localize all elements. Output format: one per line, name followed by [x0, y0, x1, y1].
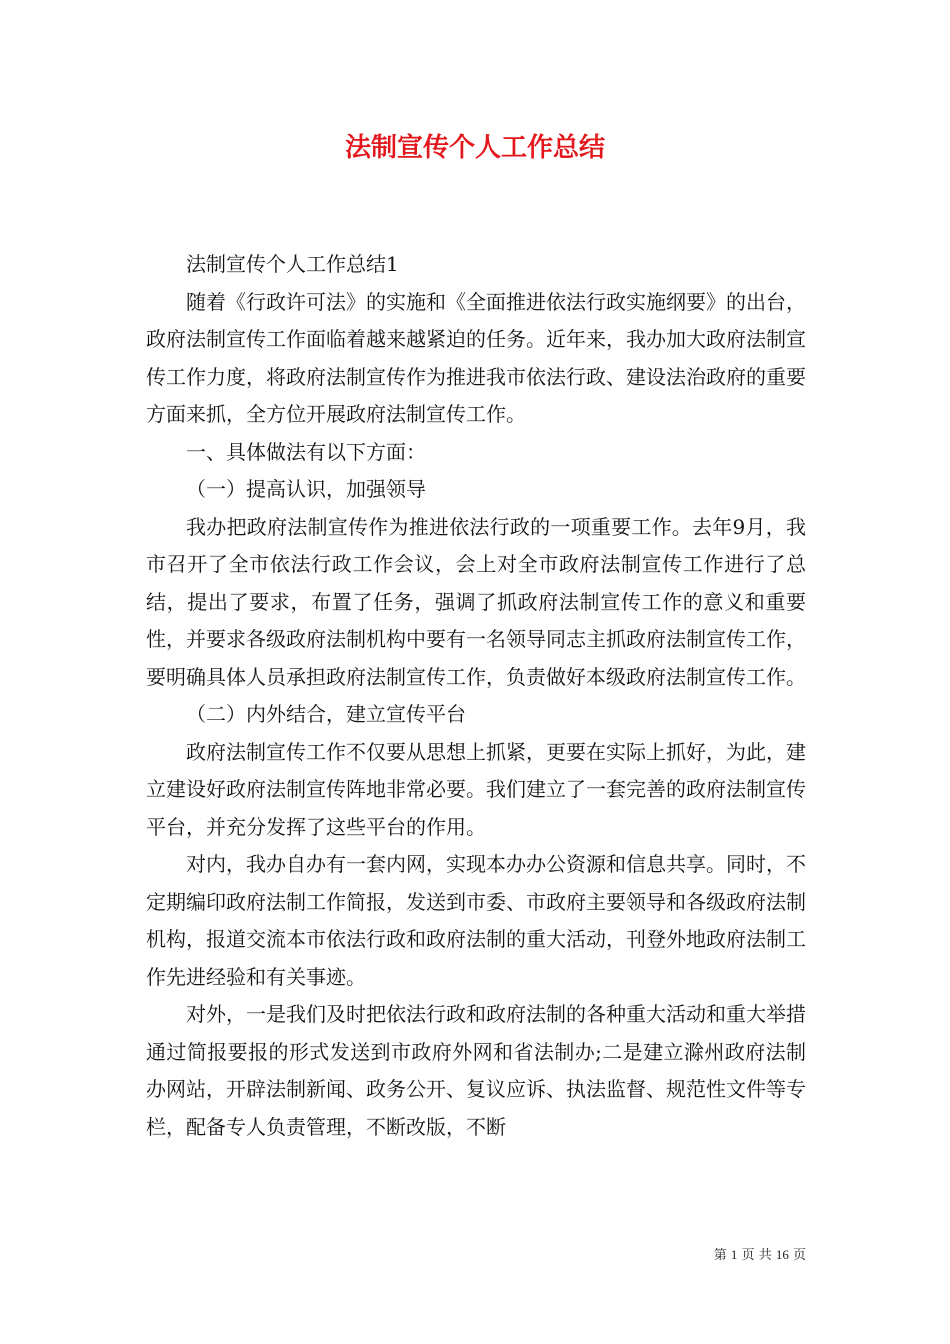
page-footer-middle: 页 共: [741, 1248, 772, 1263]
page-footer-prefix: 第: [713, 1248, 727, 1263]
document-body: [146, 246, 806, 1146]
body-paragraph: 我办把政府法制宣传作为推进依法行政的一项重要工作。去年9月，我市召开了全市依法行政工作会议，会上对全市政府法制宣传工作进行了总结，提出了要求，布置了任务，强调了抓政府法制宣传工作的意义和重要性，并要求各级政府法制机构中要有一名领导同志主抓政府法制宣传工作，要明确具体人员承担政府法制宣传工作，负责做好本级政府法制宣传工作。: [146, 514, 806, 689]
page-footer-suffix: 页: [792, 1248, 806, 1263]
body-paragraph: 政府法制宣传工作不仅要从思想上抓紧，更要在实际上抓好，为此，建立建设好政府法制宣传阵地非常必要。我们建立了一套完善的政府法制宣传平台，并充分发挥了这些平台的作用。: [146, 739, 806, 839]
subsection-heading: （一）提高认识，加强领导: [186, 477, 426, 501]
section-heading: 法制宣传个人工作总结1: [186, 252, 399, 276]
body-paragraph: 对外，一是我们及时把依法行政和政府法制的各种重大活动和重大举措通过简报要报的形式发送到市政府外网和省法制办;二是建立滁州政府法制办网站，开辟法制新闻、政务公开、复议应诉、执法监督、规范性文件等专栏，配备专人负责管理，不断改版，不断: [146, 1002, 806, 1139]
section-heading: 一、具体做法有以下方面：: [186, 439, 426, 464]
page-title: 法制宣传个人工作总结: [344, 133, 605, 163]
subsection-heading: （二）内外结合，建立宣传平台: [186, 702, 466, 726]
current-page-number: 1: [730, 1247, 738, 1262]
total-pages-number: 16: [775, 1247, 789, 1262]
body-paragraph: 随着《行政许可法》的实施和《全面推进依法行政实施纲要》的出台，政府法制宣传工作面临着越来越紧迫的任务。近年来，我办加大政府法制宣传工作力度，将政府法制宣传作为推进我市依法行政、建设法治政府的重要方面来抓，全方位开展政府法制宣传工作。: [146, 289, 806, 426]
page-footer: [0, 1246, 806, 1265]
body-paragraph: 对内，我办自办有一套内网，实现本办办公资源和信息共享。同时，不定期编印政府法制工作简报，发送到市委、市政府主要领导和各级政府法制机构，报道交流本市依法行政和政府法制的重大活动，刊登外地政府法制工作先进经验和有关事迹。: [146, 852, 806, 989]
